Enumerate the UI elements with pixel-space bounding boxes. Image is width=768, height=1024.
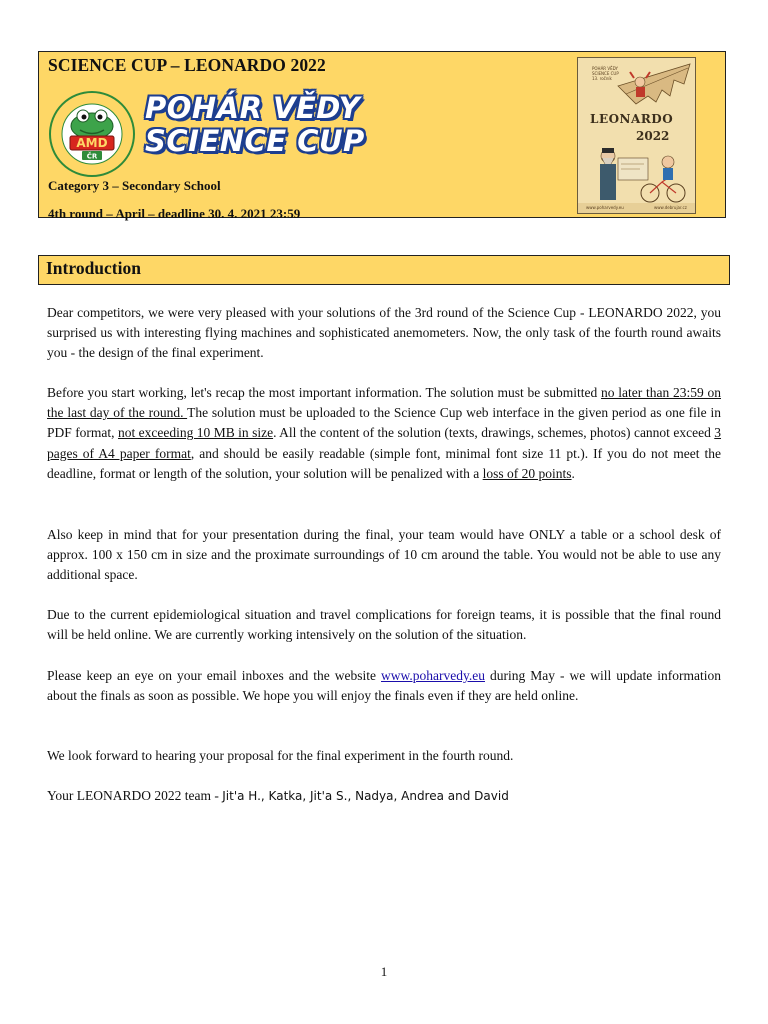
p2-text-b: The solution must be uploaded to the Science Cup web interface in the given period as one file in PDF format, xyxy=(47,405,721,441)
round-line: 4th round – April – deadline 30. 4. 2021 23:59 xyxy=(48,206,301,221)
paragraph-1: Dear competitors, we were very pleased with your solutions of the 3rd round of the Science Cup - LEONARDO 2022, you surprised us with interesting flying machines and sophisticated anemometers. Now, the only task of the fourth round awaits you - the design of the final experiment. xyxy=(47,305,721,361)
amd-logo xyxy=(48,90,136,178)
page-number: 1 xyxy=(380,964,388,979)
paragraph-7 xyxy=(47,786,721,806)
team-names: Jit'a H., Katka, Jit'a S., Nadya, Andrea and David xyxy=(222,789,509,803)
section-title: Introduction xyxy=(46,258,141,278)
p2-underline-size: not exceeding 10 MB in size xyxy=(117,425,274,441)
brand-line-1: POHÁR VĚDY xyxy=(145,91,361,125)
p2-underline-penalty: loss of 20 points xyxy=(482,465,572,481)
p2-text-c: . All the content of the solution (texts, drawings, schemes, photos) cannot exceed xyxy=(273,425,715,441)
p7-text-a: Your LEONARDO 2022 team - xyxy=(47,788,223,803)
paragraph-3: Also keep in mind that for your presentation during the final, your team would have ONLY a table or a school desk of approx. 100 x 150 cm in size and the proximate surroundings of 10 cm around the table. You would not be able to use any additional space. xyxy=(47,527,721,583)
header-title: SCIENCE CUP – LEONARDO 2022 xyxy=(48,55,326,75)
cover-footer-right: www.debrujar.cz xyxy=(654,205,687,210)
leonardo-cover-image xyxy=(577,57,696,214)
paragraph-6: We look forward to hearing your proposal for the final experiment in the fourth round. xyxy=(47,748,514,763)
cover-title: LEONARDO xyxy=(590,112,674,126)
brand-line-2: SCIENCE CUP xyxy=(145,124,365,158)
cover-small-line-1: POHÁR VĚDY xyxy=(592,66,618,71)
p5-text-b: during May - we will update information about the finals as soon as possible. We hope you will enjoy the finals even if they are held online. xyxy=(47,668,722,704)
cover-small-line-2: SCIENCE CUP xyxy=(592,71,619,76)
cover-footer-left: www.poharvedy.eu xyxy=(586,205,624,210)
paragraph-2 xyxy=(47,383,721,484)
website-link[interactable]: www.poharvedy.eu xyxy=(381,668,485,683)
logo-text: AMD xyxy=(76,136,108,150)
cover-small-line-3: 13. ročník xyxy=(592,76,612,81)
p2-text-e: . xyxy=(571,465,575,481)
logo-sub-text: ČR xyxy=(86,152,98,161)
p2-underline-deadline: no later than 23:59 on the last day of the round. xyxy=(47,385,721,421)
category-line: Category 3 – Secondary School xyxy=(48,178,221,193)
p2-text-d: , and should be easily readable (simple font, minimal font size 11 pt.). If you do not meet the deadline, format or length of the solution, your solution will be penalized with a xyxy=(47,445,721,481)
p2-text-a: Before you start working, let's recap the most important information. The solution must be submitted xyxy=(47,385,602,400)
p2-underline-pages: 3 pages of A4 paper format xyxy=(47,425,722,461)
header-box xyxy=(38,51,726,221)
section-heading-box xyxy=(38,255,730,285)
paragraph-4: Due to the current epidemiological situation and travel complications for foreign teams, it is possible that the final round will be held online. We are currently working intensively on the solution of the situation. xyxy=(47,607,721,643)
brand-wordmark xyxy=(145,92,365,158)
paragraph-5 xyxy=(47,666,721,706)
cover-year: 2022 xyxy=(636,129,670,143)
p5-text-a: Please keep an eye on your email inboxes and the website xyxy=(47,668,382,683)
